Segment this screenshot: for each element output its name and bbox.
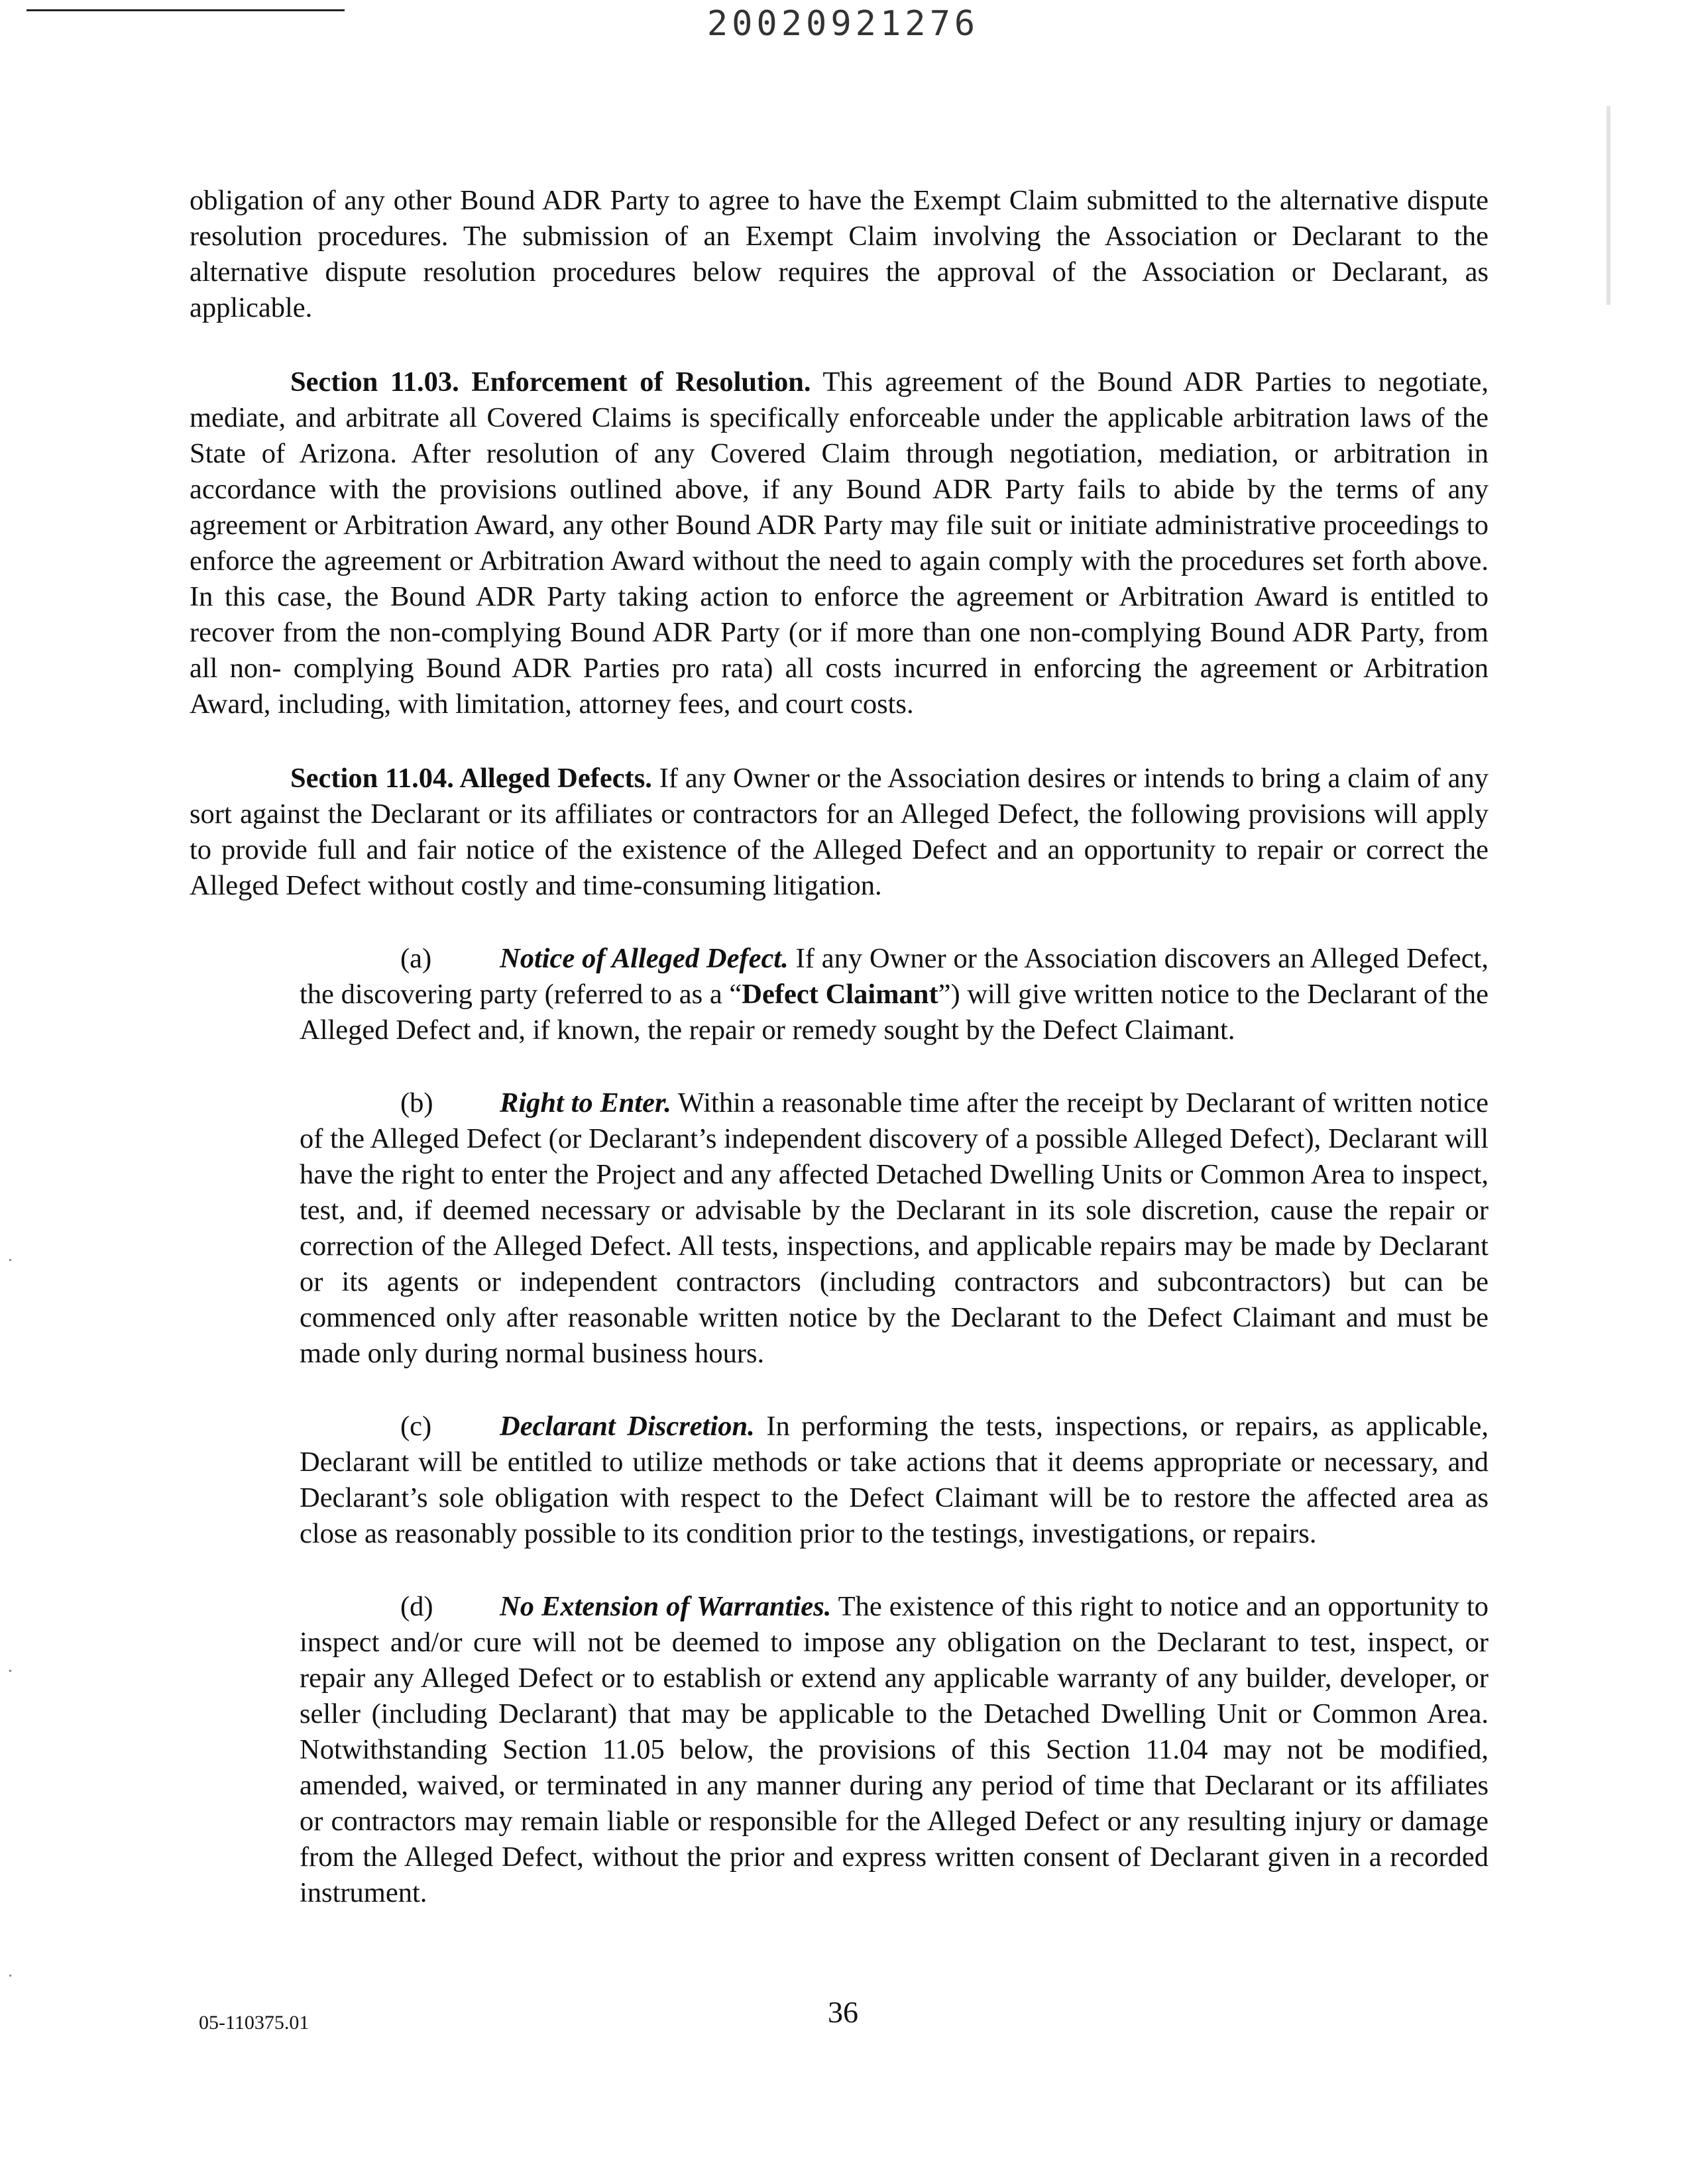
subsection-a-body-start: If any Owner or the Association discovers an Alleged Defect, the discovering party (referred to as a “ <box>300 943 1489 1010</box>
subsection-b-marker: (b) <box>400 1087 433 1119</box>
section-11-04-heading: Section 11.04. Alleged Defects. <box>290 763 652 794</box>
subsection-a <box>300 941 1489 1048</box>
subsection-d <box>300 1589 1489 1911</box>
subsection-c <box>300 1409 1489 1552</box>
subsection-b-title: Right to Enter. <box>500 1087 671 1119</box>
section-11-04 <box>190 761 1489 904</box>
subsection-d-title: No Extension of Warranties. <box>500 1591 832 1622</box>
intro-paragraph: obligation of any other Bound ADR Party to agree to have the Exempt Claim submitted to the alternative dispute resolution procedures. The submission of an Exempt Claim involving the Association or Declarant to the alternative dispute resolution procedures below requires the approval of the Association or Declarant, as applicable. <box>190 185 1489 323</box>
section-11-04-body: If any Owner or the Association desires or intends to bring a claim of any sort against the Declarant or its affiliates or contractors for an Alleged Defect, the following provisions will apply to provide full and fair notice of the existence of the Alleged Defect and an opportunity to repair or correct the Alleged Defect without costly and time-consuming litigation. <box>190 763 1489 901</box>
page-number: 36 <box>828 1995 858 2029</box>
subsection-c-marker: (c) <box>400 1411 432 1442</box>
subsection-b <box>300 1085 1489 1372</box>
subsection-b-body: Within a reasonable time after the receipt by Declarant of written notice of the Alleged Defect (or Declarant’s independent discovery of a possible Alleged Defect), Declarant will have the right to enter the Project and any affected Detached Dwelling Units or Common Area to inspect, test, and, if deemed necessary or advisable by the Declarant in its sole discretion, cause the repair or correction of the Alleged Defect. All tests, inspections, and applicable repairs may be made by Declarant or its agents or independent contractors (including contractors and subcontractors) but can be commenced only after reasonable written notice by the Declarant to the Defect Claimant and must be made only during normal business hours. <box>300 1087 1489 1369</box>
scan-speck <box>9 1259 11 1261</box>
subsection-a-title: Notice of Alleged Defect. <box>500 943 789 974</box>
document-id: 05-110375.01 <box>199 2012 309 2034</box>
scan-speck <box>9 1975 11 1977</box>
subsection-a-body-end: ”) will give written notice to the Declarant of the Alleged Defect and, if known, the repair or remedy sought by the Defect Claimant. <box>300 979 1489 1046</box>
document-body <box>190 183 1489 1911</box>
defect-claimant-term: Defect Claimant <box>742 979 938 1010</box>
section-11-03-heading: Section 11.03. Enforcement of Resolution. <box>290 366 811 398</box>
subsection-d-body: The existence of this right to notice and an opportunity to inspect and/or cure will not be deemed to impose any obligation on the Declarant to test, inspect, or repair any Alleged Defect or to establish or extend any applicable warranty of any builder, developer, or seller (including Declarant) that may be applicable to the Detached Dwelling Unit or Common Area. Notwithstanding Section 11.05 below, the provisions of this Section 11.04 may not be modified, amended, waived, or terminated in any manner during any period of time that Declarant or its affiliates or contractors may remain liable or responsible for the Alleged Defect or any resulting injury or damage from the Alleged Defect, without the prior and express written consent of Declarant given in a recorded instrument. <box>300 1591 1489 1908</box>
section-11-03-body: This agreement of the Bound ADR Parties to negotiate, mediate, and arbitrate all Covered Claims is specifically enforceable under the applicable arbitration laws of the State of Arizona. After resolution of any Covered Claim through negotiation, mediation, or arbitration in accordance with the provisions outlined above, if any Bound ADR Party fails to abide by the terms of any agreement or Arbitration Award, any other Bound ADR Party may file suit or initiate administrative proceedings to enforce the agreement or Arbitration Award without the need to again comply with the procedures set forth above. In this case, the Bound ADR Party taking action to enforce the agreement or Arbitration Award is entitled to recover from the non-complying Bound ADR Party (or if more than one non-complying Bound ADR Party, from all non- complying Bound ADR Parties pro rata) all costs incurred in enforcing the agreement or Arbitration Award, including, with limitation, attorney fees, and court costs. <box>190 366 1489 720</box>
scan-speck <box>9 1670 11 1672</box>
scan-speck <box>1606 106 1610 305</box>
subsection-c-title: Declarant Discretion. <box>500 1411 755 1442</box>
recording-stamp: 20020921276 <box>706 4 980 44</box>
subsection-a-marker: (a) <box>400 943 432 974</box>
subsection-c-body: In performing the tests, inspections, or repairs, as applicable, Declarant will be entitled to utilize methods or take actions that it deems appropriate or necessary, and Declarant’s sole obligation with respect to the Defect Claimant will be to restore the affected area as close as reasonably possible to its condition prior to the testings, investigations, or repairs. <box>300 1411 1489 1549</box>
subsection-d-marker: (d) <box>400 1591 433 1622</box>
section-11-03 <box>190 364 1489 722</box>
